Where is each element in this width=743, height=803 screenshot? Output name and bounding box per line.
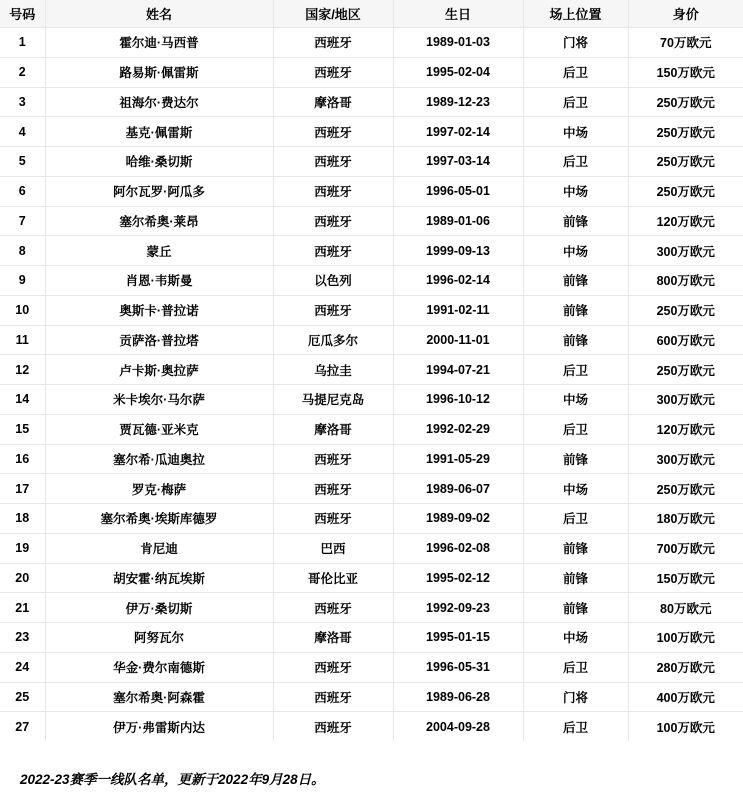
cell-birthday: 1997-03-14 xyxy=(393,147,523,177)
cell-name: 霍尔迪·马西普 xyxy=(45,28,273,58)
cell-value: 150万欧元 xyxy=(628,57,743,87)
cell-value: 80万欧元 xyxy=(628,593,743,623)
table-row xyxy=(0,236,743,266)
table-row xyxy=(0,712,743,741)
cell-number: 12 xyxy=(0,355,45,385)
cell-name: 阿尔瓦罗·阿瓜多 xyxy=(45,176,273,206)
cell-name: 基克·佩雷斯 xyxy=(45,117,273,147)
cell-number: 7 xyxy=(0,206,45,236)
table-row xyxy=(0,682,743,712)
cell-position: 前锋 xyxy=(523,295,628,325)
cell-name: 奥斯卡·普拉诺 xyxy=(45,295,273,325)
table-row xyxy=(0,533,743,563)
cell-birthday: 1996-05-31 xyxy=(393,652,523,682)
cell-birthday: 1996-02-14 xyxy=(393,266,523,296)
cell-name: 哈维·桑切斯 xyxy=(45,147,273,177)
cell-number: 3 xyxy=(0,87,45,117)
cell-position: 前锋 xyxy=(523,533,628,563)
cell-birthday: 1989-12-23 xyxy=(393,87,523,117)
update-note: 2022-23赛季一线队名单，更新于2022年9月28日。 xyxy=(20,772,325,787)
cell-country: 西班牙 xyxy=(273,652,393,682)
cell-country: 西班牙 xyxy=(273,117,393,147)
cell-country: 西班牙 xyxy=(273,295,393,325)
cell-country: 西班牙 xyxy=(273,593,393,623)
table-row xyxy=(0,563,743,593)
cell-country: 西班牙 xyxy=(273,504,393,534)
cell-position: 中场 xyxy=(523,623,628,653)
cell-birthday: 1995-02-04 xyxy=(393,57,523,87)
cell-country: 巴西 xyxy=(273,533,393,563)
cell-birthday: 1995-02-12 xyxy=(393,563,523,593)
cell-name: 贡萨洛·普拉塔 xyxy=(45,325,273,355)
cell-birthday: 1996-02-08 xyxy=(393,533,523,563)
cell-country: 摩洛哥 xyxy=(273,87,393,117)
cell-birthday: 1989-09-02 xyxy=(393,504,523,534)
cell-value: 180万欧元 xyxy=(628,504,743,534)
table-row xyxy=(0,593,743,623)
cell-position: 门将 xyxy=(523,28,628,58)
cell-name: 肯尼迪 xyxy=(45,533,273,563)
cell-value: 120万欧元 xyxy=(628,414,743,444)
cell-value: 100万欧元 xyxy=(628,623,743,653)
cell-position: 后卫 xyxy=(523,414,628,444)
cell-position: 中场 xyxy=(523,176,628,206)
cell-country: 西班牙 xyxy=(273,147,393,177)
cell-name: 伊万·弗雷斯内达 xyxy=(45,712,273,741)
table-row xyxy=(0,57,743,87)
cell-name: 罗克·梅萨 xyxy=(45,474,273,504)
cell-name: 贾瓦德·亚米克 xyxy=(45,414,273,444)
cell-birthday: 2000-11-01 xyxy=(393,325,523,355)
cell-position: 后卫 xyxy=(523,504,628,534)
cell-birthday: 1991-02-11 xyxy=(393,295,523,325)
cell-value: 600万欧元 xyxy=(628,325,743,355)
cell-value: 300万欧元 xyxy=(628,385,743,415)
cell-country: 摩洛哥 xyxy=(273,414,393,444)
cell-value: 120万欧元 xyxy=(628,206,743,236)
cell-position: 前锋 xyxy=(523,563,628,593)
cell-number: 19 xyxy=(0,533,45,563)
cell-position: 后卫 xyxy=(523,87,628,117)
table-row xyxy=(0,325,743,355)
cell-value: 250万欧元 xyxy=(628,295,743,325)
cell-name: 塞尔希奥·阿森霍 xyxy=(45,682,273,712)
table-row xyxy=(0,385,743,415)
cell-position: 后卫 xyxy=(523,57,628,87)
col-header-birthday: 生日 xyxy=(393,0,523,28)
cell-number: 5 xyxy=(0,147,45,177)
col-header-country: 国家/地区 xyxy=(273,0,393,28)
cell-country: 摩洛哥 xyxy=(273,623,393,653)
table-row xyxy=(0,117,743,147)
cell-number: 6 xyxy=(0,176,45,206)
cell-name: 华金·费尔南德斯 xyxy=(45,652,273,682)
cell-country: 西班牙 xyxy=(273,236,393,266)
cell-value: 250万欧元 xyxy=(628,474,743,504)
cell-value: 300万欧元 xyxy=(628,444,743,474)
cell-number: 15 xyxy=(0,414,45,444)
cell-name: 肖恩·韦斯曼 xyxy=(45,266,273,296)
cell-birthday: 1999-09-13 xyxy=(393,236,523,266)
cell-name: 卢卡斯·奥拉萨 xyxy=(45,355,273,385)
cell-position: 前锋 xyxy=(523,206,628,236)
cell-country: 马提尼克岛 xyxy=(273,385,393,415)
table-row xyxy=(0,147,743,177)
table-row xyxy=(0,444,743,474)
table-row xyxy=(0,504,743,534)
cell-value: 150万欧元 xyxy=(628,563,743,593)
header-row xyxy=(0,0,743,28)
cell-number: 16 xyxy=(0,444,45,474)
cell-number: 20 xyxy=(0,563,45,593)
cell-position: 前锋 xyxy=(523,325,628,355)
cell-birthday: 1992-09-23 xyxy=(393,593,523,623)
cell-number: 18 xyxy=(0,504,45,534)
cell-country: 西班牙 xyxy=(273,474,393,504)
table-row xyxy=(0,266,743,296)
cell-position: 前锋 xyxy=(523,593,628,623)
cell-value: 250万欧元 xyxy=(628,87,743,117)
table-row xyxy=(0,295,743,325)
cell-country: 哥伦比亚 xyxy=(273,563,393,593)
cell-name: 米卡埃尔·马尔萨 xyxy=(45,385,273,415)
cell-birthday: 1997-02-14 xyxy=(393,117,523,147)
cell-position: 后卫 xyxy=(523,712,628,741)
cell-value: 800万欧元 xyxy=(628,266,743,296)
table-row xyxy=(0,206,743,236)
cell-country: 西班牙 xyxy=(273,444,393,474)
cell-birthday: 1991-05-29 xyxy=(393,444,523,474)
cell-position: 后卫 xyxy=(523,355,628,385)
cell-birthday: 1996-05-01 xyxy=(393,176,523,206)
cell-position: 后卫 xyxy=(523,652,628,682)
cell-birthday: 1989-06-28 xyxy=(393,682,523,712)
cell-number: 11 xyxy=(0,325,45,355)
cell-value: 280万欧元 xyxy=(628,652,743,682)
cell-name: 蒙丘 xyxy=(45,236,273,266)
cell-value: 300万欧元 xyxy=(628,236,743,266)
cell-number: 9 xyxy=(0,266,45,296)
cell-value: 250万欧元 xyxy=(628,117,743,147)
cell-number: 25 xyxy=(0,682,45,712)
cell-birthday: 1989-01-03 xyxy=(393,28,523,58)
cell-birthday: 1989-01-06 xyxy=(393,206,523,236)
cell-position: 中场 xyxy=(523,236,628,266)
cell-country: 以色列 xyxy=(273,266,393,296)
cell-position: 前锋 xyxy=(523,266,628,296)
table-row xyxy=(0,474,743,504)
col-header-name: 姓名 xyxy=(45,0,273,28)
table-row xyxy=(0,28,743,58)
cell-value: 250万欧元 xyxy=(628,176,743,206)
cell-country: 厄瓜多尔 xyxy=(273,325,393,355)
cell-name: 塞尔希奥·埃斯库德罗 xyxy=(45,504,273,534)
cell-country: 西班牙 xyxy=(273,28,393,58)
cell-birthday: 1992-02-29 xyxy=(393,414,523,444)
cell-birthday: 1996-10-12 xyxy=(393,385,523,415)
cell-number: 10 xyxy=(0,295,45,325)
cell-number: 14 xyxy=(0,385,45,415)
cell-position: 门将 xyxy=(523,682,628,712)
cell-value: 100万欧元 xyxy=(628,712,743,741)
cell-value: 700万欧元 xyxy=(628,533,743,563)
cell-country: 西班牙 xyxy=(273,682,393,712)
cell-name: 塞尔希·瓜迪奥拉 xyxy=(45,444,273,474)
table-row xyxy=(0,652,743,682)
col-header-value: 身价 xyxy=(628,0,743,28)
cell-position: 中场 xyxy=(523,474,628,504)
cell-position: 前锋 xyxy=(523,444,628,474)
cell-position: 中场 xyxy=(523,117,628,147)
cell-name: 胡安霍·纳瓦埃斯 xyxy=(45,563,273,593)
cell-country: 乌拉圭 xyxy=(273,355,393,385)
cell-number: 23 xyxy=(0,623,45,653)
cell-country: 西班牙 xyxy=(273,176,393,206)
cell-number: 2 xyxy=(0,57,45,87)
cell-country: 西班牙 xyxy=(273,712,393,741)
cell-value: 250万欧元 xyxy=(628,147,743,177)
col-header-number: 号码 xyxy=(0,0,45,28)
cell-value: 70万欧元 xyxy=(628,28,743,58)
cell-country: 西班牙 xyxy=(273,206,393,236)
col-header-position: 场上位置 xyxy=(523,0,628,28)
cell-number: 21 xyxy=(0,593,45,623)
cell-name: 祖海尔·费达尔 xyxy=(45,87,273,117)
cell-position: 中场 xyxy=(523,385,628,415)
cell-position: 后卫 xyxy=(523,147,628,177)
cell-name: 阿努瓦尔 xyxy=(45,623,273,653)
cell-birthday: 1994-07-21 xyxy=(393,355,523,385)
table-row xyxy=(0,414,743,444)
cell-number: 27 xyxy=(0,712,45,741)
cell-value: 250万欧元 xyxy=(628,355,743,385)
cell-name: 伊万·桑切斯 xyxy=(45,593,273,623)
cell-number: 24 xyxy=(0,652,45,682)
cell-birthday: 1995-01-15 xyxy=(393,623,523,653)
cell-birthday: 1989-06-07 xyxy=(393,474,523,504)
cell-name: 路易斯·佩雷斯 xyxy=(45,57,273,87)
cell-country: 西班牙 xyxy=(273,57,393,87)
cell-number: 8 xyxy=(0,236,45,266)
cell-birthday: 2004-09-28 xyxy=(393,712,523,741)
table-row xyxy=(0,623,743,653)
table-row xyxy=(0,176,743,206)
squad-table-body xyxy=(0,28,743,742)
cell-value: 400万欧元 xyxy=(628,682,743,712)
table-row xyxy=(0,355,743,385)
table-row xyxy=(0,87,743,117)
cell-name: 塞尔希奥·莱昂 xyxy=(45,206,273,236)
cell-number: 4 xyxy=(0,117,45,147)
cell-number: 1 xyxy=(0,28,45,58)
cell-number: 17 xyxy=(0,474,45,504)
